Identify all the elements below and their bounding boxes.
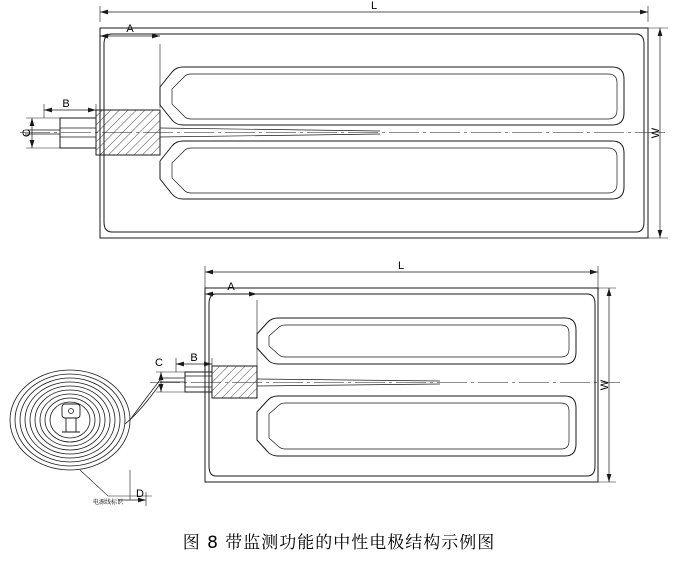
dim-label-C-top: C xyxy=(21,129,33,137)
bottom-pad-outline xyxy=(205,288,598,482)
bottom-connector xyxy=(160,366,440,398)
dim-label-B-top: B xyxy=(62,98,70,110)
dim-label-W-top: W xyxy=(650,127,662,139)
top-electrode-halves xyxy=(160,67,624,199)
top-view-group xyxy=(20,0,668,238)
dim-label-W-bottom: W xyxy=(599,379,611,391)
dim-L-top xyxy=(100,0,648,22)
top-pad-outline xyxy=(100,28,648,238)
dim-label-L-bottom: L xyxy=(397,260,405,272)
figure-caption: 图 8 带监测功能的中性电极结构示例图 xyxy=(182,533,496,553)
dim-W-bottom xyxy=(598,288,616,482)
dim-label-D-bottom: D xyxy=(136,488,144,500)
cable-label-text: 电源线标识 xyxy=(92,499,124,506)
dim-B-top xyxy=(44,98,96,118)
dim-label-A-top: A xyxy=(126,23,134,35)
dim-label-B-bottom: B xyxy=(190,352,198,364)
dim-A-top xyxy=(100,23,160,108)
cable-plug xyxy=(62,404,80,432)
bottom-view-group xyxy=(10,260,620,506)
dim-B-bottom xyxy=(176,352,212,372)
dim-C-top xyxy=(21,118,60,148)
dim-label-C-bottom: C xyxy=(155,357,163,369)
dim-L-bottom xyxy=(205,260,598,288)
dim-C-bottom xyxy=(155,357,185,392)
cable-coil xyxy=(10,370,160,470)
bottom-electrode-halves xyxy=(257,318,576,456)
dim-A-bottom xyxy=(205,281,257,366)
dim-label-L-top: L xyxy=(370,0,378,12)
dim-label-A-bottom: A xyxy=(227,281,235,293)
dim-W-top xyxy=(648,28,668,238)
